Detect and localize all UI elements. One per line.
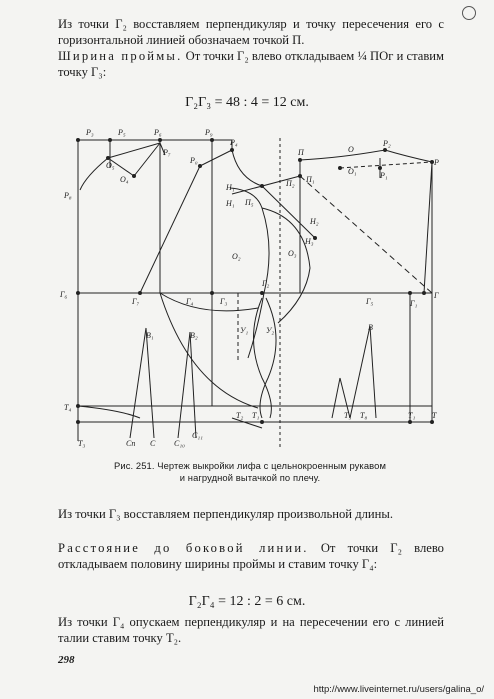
label-G7: Г₇ (132, 297, 140, 306)
label-G6: Г₆ (60, 290, 68, 299)
label-T3: Т₃ (78, 439, 86, 448)
figure-caption-line1: Рис. 251. Чертеж выкройки лифа с цельнокроенным рукавом (114, 460, 386, 471)
label-T1: Т₁ (252, 411, 260, 420)
label-P2: Р₂ (383, 139, 391, 148)
label-Y1: У₁ (240, 326, 249, 335)
label-P7: Р₇ (163, 148, 171, 157)
pattern-drawing (0, 118, 494, 448)
label-P4: Р₄ (230, 138, 238, 147)
label-P1: Р₁ (380, 171, 388, 180)
watermark-url: http://www.liveinternet.ru/users/galina_o/ (313, 684, 484, 695)
label-P5: Р₅ (118, 128, 126, 137)
label-Y2: У₂ (266, 326, 275, 335)
label-P3: Р₃ (86, 128, 94, 137)
label-O3: О₃ (288, 249, 297, 258)
paragraph-4-text: От точки Г₂ влево откладываем половину ширины проймы и ставим точку Г₄: (58, 541, 444, 571)
paragraph-2-heading: Ширина проймы. (58, 49, 183, 63)
label-P0: Р₀ (190, 156, 198, 165)
label-G: Г (434, 291, 439, 300)
armhole-left (230, 188, 269, 358)
label-P6: Р₆ (154, 128, 162, 137)
formula-1: Г₂Г₃ = 48 : 4 = 12 см. (185, 95, 309, 110)
back-armhole-line (140, 166, 200, 293)
label-Ck: Сп (126, 439, 136, 448)
label-P8: Р₈ (64, 191, 72, 200)
label-T8: Т₈ (360, 411, 368, 420)
front-neck-curve (300, 150, 432, 162)
label-P5b: П₅ (245, 198, 254, 207)
label-O4: О₄ (120, 175, 129, 184)
label-T5: Т₅ (344, 411, 352, 420)
formula-2: Г₂Г₄ = 12 : 2 = 6 см. (188, 594, 306, 609)
label-H3: Н₃ (305, 237, 314, 246)
label-Ct: С₁₀ (174, 439, 185, 448)
label-H1: Н₁ (226, 183, 235, 192)
paragraph-3: Из точки Г₃ восставляем перпендикуляр произвольной длины. (58, 507, 393, 521)
label-B: В (368, 323, 373, 332)
paragraph-5: Из точки Г₄ опускаем перпендикуляр и на пересечении его с линией талии ставим точку Т₂. (58, 615, 444, 645)
label-H1b: Н₁ (226, 199, 235, 208)
label-T2: Т₂ (236, 411, 244, 420)
label-G2: Г₂ (262, 279, 270, 288)
label-Cs: С (150, 439, 156, 448)
label-G5: Г₅ (366, 297, 374, 306)
label-O5: О₅ (106, 161, 115, 170)
paragraph-2 (58, 48, 444, 80)
paragraph-4-heading: Расстояние до боковой линии. (58, 541, 309, 555)
label-P1b: П₁ (306, 175, 315, 184)
label-O1: О₁ (348, 167, 357, 176)
label-G3: Г₃ (220, 297, 228, 306)
label-P: П (298, 148, 304, 157)
label-G1: Г₁ (410, 299, 418, 308)
label-B1: В₁ (146, 331, 154, 340)
page-corner-mark (462, 6, 476, 20)
label-P9: Р₉ (205, 128, 213, 137)
figure-caption-line2: и нагрудной вытачкой по плечу. (179, 472, 321, 483)
page-number: 298 (58, 654, 75, 666)
label-H2: Н₂ (310, 217, 319, 226)
label-O: О (348, 145, 354, 154)
label-Cu: С₁₁ (192, 431, 203, 440)
label-G4: Г₄ (186, 297, 194, 306)
label-P2b: П₂ (286, 179, 295, 188)
paragraph-1: Из точки Г₂ восставляем перпендикуляр и точку пересечения его с горизонтальной линией обозначаем точкой П. (58, 17, 444, 47)
label-O2: О₂ (232, 252, 241, 261)
label-T: Т (432, 411, 437, 420)
label-Pr: Р (434, 158, 439, 167)
label-T4: Т₄ (64, 403, 72, 412)
paragraph-4 (58, 540, 444, 572)
paragraph-2-text: От точки Г₂ влево откладываем ¼ ПОг и ставим точку Г₃: (58, 49, 444, 79)
label-B2: В₂ (190, 331, 198, 340)
label-Tx: Т₁ (408, 411, 416, 420)
